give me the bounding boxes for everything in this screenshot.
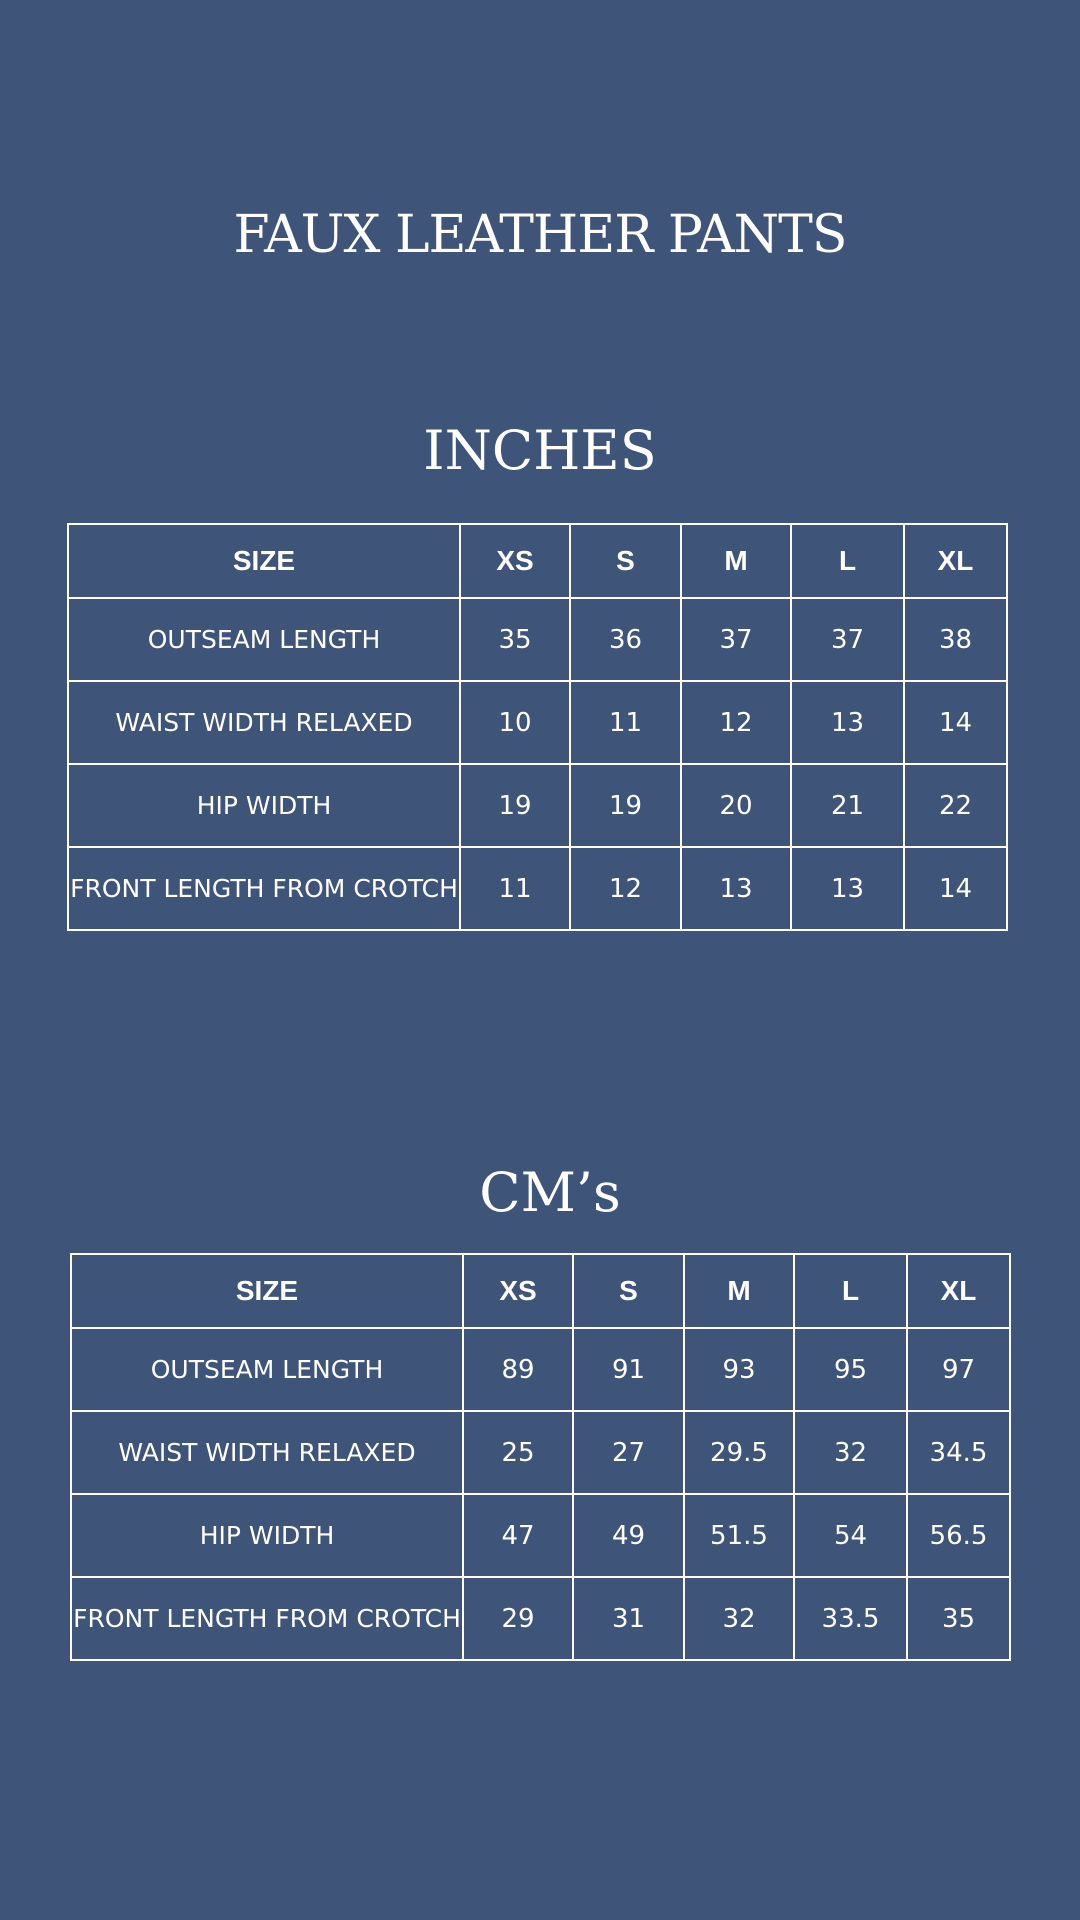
table-cell: 31 bbox=[573, 1577, 684, 1660]
table-cell: 29 bbox=[463, 1577, 573, 1660]
table-row bbox=[71, 1328, 1010, 1411]
table-cell: 32 bbox=[684, 1577, 794, 1660]
table-cell: 13 bbox=[791, 847, 904, 930]
header-l: L bbox=[794, 1254, 907, 1328]
table-cell: 13 bbox=[681, 847, 791, 930]
table-cell: 22 bbox=[904, 764, 1007, 847]
row-label: HIP WIDTH bbox=[68, 764, 460, 847]
table-cell: 97 bbox=[907, 1328, 1010, 1411]
header-size: SIZE bbox=[71, 1254, 463, 1328]
table-cell: 47 bbox=[463, 1494, 573, 1577]
header-l: L bbox=[791, 524, 904, 598]
table-cell: 29.5 bbox=[684, 1411, 794, 1494]
header-xl: XL bbox=[907, 1254, 1010, 1328]
table-row bbox=[71, 1494, 1010, 1577]
table-row bbox=[68, 847, 1007, 930]
table-header-row bbox=[68, 524, 1007, 598]
table-row bbox=[68, 598, 1007, 681]
table-cell: 21 bbox=[791, 764, 904, 847]
cms-heading: CM’s bbox=[479, 1161, 621, 1224]
inches-heading: INCHES bbox=[423, 419, 657, 482]
table-cell: 51.5 bbox=[684, 1494, 794, 1577]
table-cell: 49 bbox=[573, 1494, 684, 1577]
table-cell: 91 bbox=[573, 1328, 684, 1411]
table-row bbox=[71, 1577, 1010, 1660]
table-cell: 95 bbox=[794, 1328, 907, 1411]
header-s: S bbox=[570, 524, 681, 598]
table-cell: 37 bbox=[791, 598, 904, 681]
table-cell: 11 bbox=[570, 681, 681, 764]
table-cell: 38 bbox=[904, 598, 1007, 681]
header-m: M bbox=[681, 524, 791, 598]
table-cell: 32 bbox=[794, 1411, 907, 1494]
header-xs: XS bbox=[460, 524, 570, 598]
row-label: FRONT LENGTH FROM CROTCH bbox=[68, 847, 460, 930]
table-cell: 12 bbox=[570, 847, 681, 930]
table-cell: 89 bbox=[463, 1328, 573, 1411]
table-cell: 56.5 bbox=[907, 1494, 1010, 1577]
table-cell: 93 bbox=[684, 1328, 794, 1411]
header-xs: XS bbox=[463, 1254, 573, 1328]
row-label: OUTSEAM LENGTH bbox=[68, 598, 460, 681]
table-row bbox=[71, 1411, 1010, 1494]
table-cell: 10 bbox=[460, 681, 570, 764]
row-label: WAIST WIDTH RELAXED bbox=[68, 681, 460, 764]
table-cell: 54 bbox=[794, 1494, 907, 1577]
table-cell: 25 bbox=[463, 1411, 573, 1494]
table-cell: 12 bbox=[681, 681, 791, 764]
table-header-row bbox=[71, 1254, 1010, 1328]
table-row bbox=[68, 681, 1007, 764]
row-label: FRONT LENGTH FROM CROTCH bbox=[71, 1577, 463, 1660]
cms-size-table bbox=[70, 1253, 1011, 1661]
table-cell: 35 bbox=[907, 1577, 1010, 1660]
inches-size-table bbox=[67, 523, 1008, 931]
table-cell: 27 bbox=[573, 1411, 684, 1494]
row-label: WAIST WIDTH RELAXED bbox=[71, 1411, 463, 1494]
table-cell: 20 bbox=[681, 764, 791, 847]
table-cell: 34.5 bbox=[907, 1411, 1010, 1494]
table-cell: 36 bbox=[570, 598, 681, 681]
row-label: HIP WIDTH bbox=[71, 1494, 463, 1577]
table-cell: 19 bbox=[460, 764, 570, 847]
row-label: OUTSEAM LENGTH bbox=[71, 1328, 463, 1411]
table-cell: 33.5 bbox=[794, 1577, 907, 1660]
table-row bbox=[68, 764, 1007, 847]
page-title: FAUX LEATHER PANTS bbox=[233, 205, 847, 265]
table-cell: 14 bbox=[904, 847, 1007, 930]
header-size: SIZE bbox=[68, 524, 460, 598]
table-cell: 13 bbox=[791, 681, 904, 764]
table-cell: 14 bbox=[904, 681, 1007, 764]
header-xl: XL bbox=[904, 524, 1007, 598]
table-cell: 11 bbox=[460, 847, 570, 930]
table-cell: 37 bbox=[681, 598, 791, 681]
header-m: M bbox=[684, 1254, 794, 1328]
header-s: S bbox=[573, 1254, 684, 1328]
table-cell: 35 bbox=[460, 598, 570, 681]
table-cell: 19 bbox=[570, 764, 681, 847]
